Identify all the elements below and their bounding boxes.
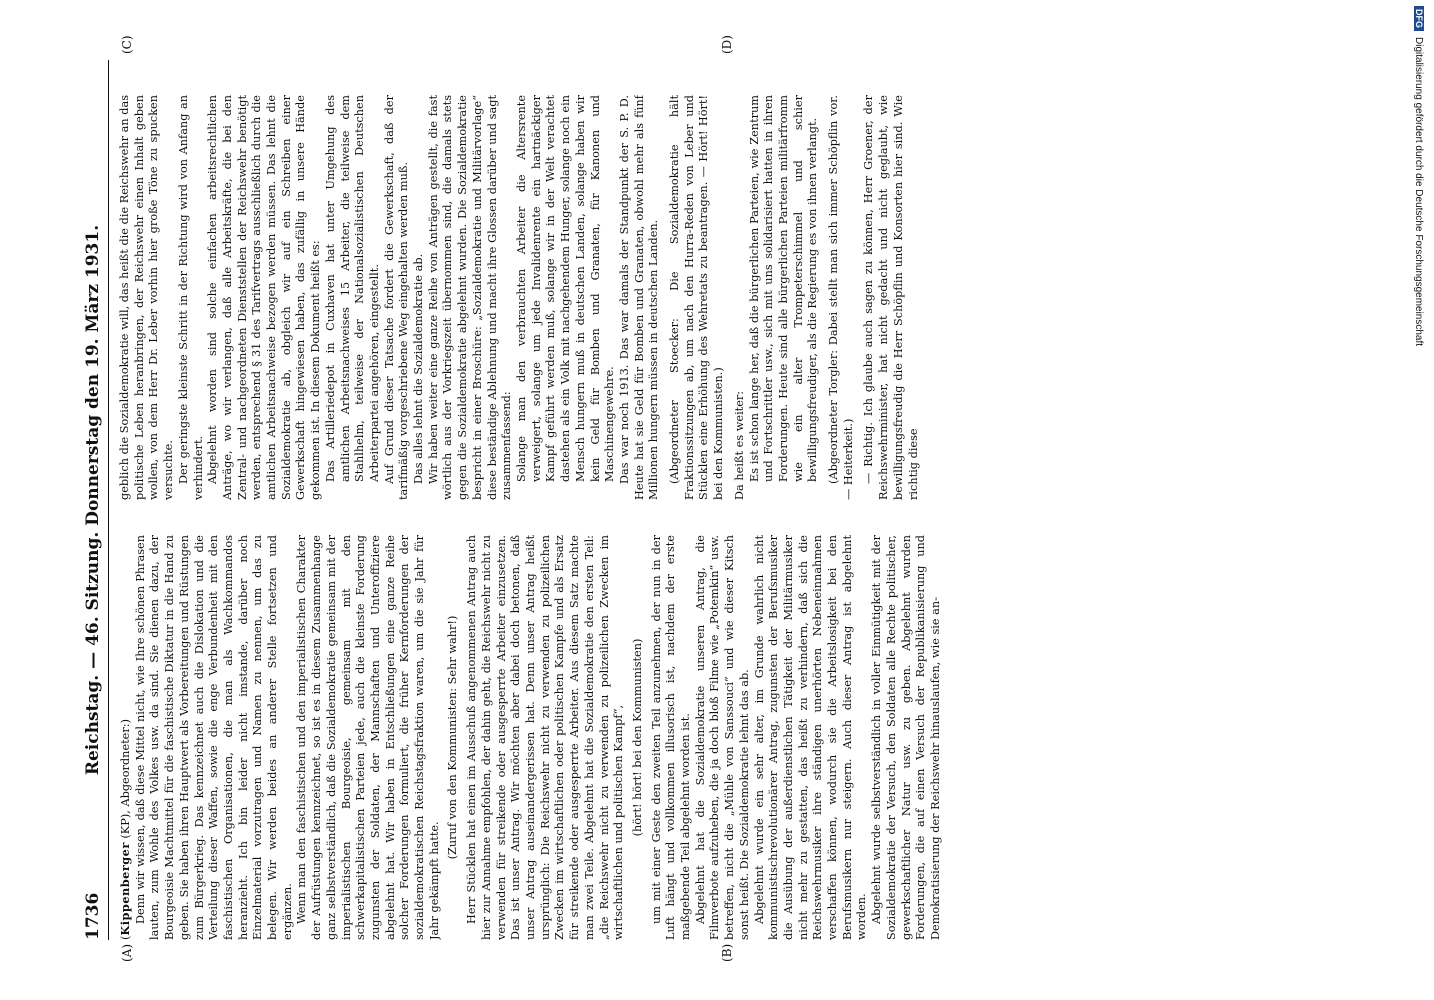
margin-marker-a: (A) bbox=[120, 943, 134, 962]
paragraph: Abgelehnt worden sind solche einfachen arbeitsrechtlichen Anträge, wo wir verlangen, daß alle Arbeitskräfte, die bei den Zentral- und nachgeordneten Dienststellen der Reichswehr benötigt werden, entsprechend § 31 des Tarifvertrags ausschließlich durch die amtlichen Arbeitsnachweise bezogen werden müssen. Das lehnt die Sozialdemokratie ab, obgleich wir auf ein Schreiben einer Gewerkschaft hingewiesen haben, das zufällig in unsere Hände gekommen ist. In diesem Dokument heißt es: bbox=[206, 95, 323, 500]
paragraph: Das war noch 1913. Das war damals der Standpunkt der S. P. D. Heute hat sie Geld für Bomben und Granaten, obwohl mehr als fünf Millionen hungern müssen in deutschen Landen. bbox=[617, 95, 661, 500]
interjection: (Zuruf von den Kommunisten: Sehr wahr!) bbox=[446, 615, 460, 860]
paragraph: Wir haben weiter eine ganze Reihe von Anträgen gestellt, die fast wörtlich aus der Vorkriegszeit übernommen sind, die damals stets gegen die Sozialdemokratie abgelehnt wurden. Die Sozialdemokratie bespricht in einer Broschüre: „Sozialdemokratie und Militärvorlage“ diese beständige Ablehnung und macht ihre Glossen darüber und sagt zusammenfassend: bbox=[426, 95, 514, 500]
dfg-credit bbox=[1413, 6, 1424, 346]
margin-marker-b: (B) bbox=[720, 943, 734, 962]
quoted-passage: Es ist schon lange her, daß die bürgerlichen Parteien, wie Zentrum und Fortschrittler usw., sich mit uns solidarisiert hatten in ihren Forderungen. Heute sind alle bürgerlichen Parteien militärfromm wie ein alter Trompeterschimmel und schier bewilligungsfreudiger, als die Regierung es von ihnen verlangt. bbox=[747, 95, 820, 482]
paragraph: um mit einer Geste den zweiten Teil anzunehmen, der nun in der Luft hängt und vollkommen illusorisch ist, nachdem der erste maßgebende Teil abgelehnt worden ist. bbox=[649, 535, 693, 940]
quoted-passage: Solange man den verbrauchten Arbeiter die Altersrente verweigert, solange um jede Invalidenrente ein hartnäckiger Kampf geführt werden muß, solange wir in der Welt verachtet dastehen als ein Volk mit nachgehendem Hunger, solange noch ein Mensch hungern muß in deutschen Landen, solange haben wir kein Geld für Bomben und Granaten, für Kanonen und Maschinengewehre. bbox=[514, 95, 617, 482]
quoted-passage: Das Artilleriedepot in Cuxhaven hat unter Umgehung des amtlichen Arbeitsnachweises 15 Arbeiter, die teilweise dem Stahlhelm, teilweise der Nationalsozialistischen Deutschen Arbeiterpartei angehören, eingestellt. bbox=[323, 95, 381, 482]
interjection: (hört! hört! bei den Kommunisten) bbox=[630, 638, 644, 837]
speaker-line: (Kippenberger (KP), Abgeordneter:) bbox=[118, 719, 132, 940]
paragraph: Der geringste kleinste Schritt in der Richtung wird von Anfang an verhindert. bbox=[176, 95, 205, 500]
credit-text: Digitalisierung gefördert durch die Deutsche Forschungsgemeinschaft bbox=[1413, 37, 1424, 347]
session-title: Reichstag. — 46. Sitzung. Donnerstag den 19. März 1931. bbox=[83, 224, 103, 776]
page-header bbox=[80, 60, 109, 940]
speaker-name: Kippenberger bbox=[118, 842, 132, 936]
paragraph: — Richtig. Ich glaube auch sagen zu können, Herr Groener, der Reichswehrminister, hat nicht gedacht und nicht geglaubt, wie bewilligungsfreudig die Herr Schöpflin und Konsorten hier sind. Wie richtig diese bbox=[862, 95, 920, 500]
margin-marker-c: (C) bbox=[120, 35, 134, 54]
paragraph: Herr Stücklen hat einen im Ausschuß angenommenen Antrag auch hier zur Annahme empfohlen, der dahin geht, die Reichswehr nicht zu verwenden für streikende oder ausgesperrte Arbeiter einzusetzen. Das ist unser Antrag. Wir möchten aber dabei doch betonen, daß unser Antrag auseinandergerissen hat. Denn unser Antrag heißt ursprünglich: Die Reichswehr nicht zu verwenden zu polizeilichen Zwecken im wirtschaftlichen oder politischen Kampfe und als Ersatz für streikende oder ausgesperrte Arbeiter. Aus diesem Satz machte man zwei Teile. Abgelehnt hat die Sozialdemokratie den ersten Teil: „die Reichswehr nicht zu verwenden zu polizeilichen Zwecken im wirtschaftlichen und politischen Kampf“, bbox=[465, 535, 626, 940]
right-column bbox=[118, 95, 1318, 500]
paragraph: Abgelehnt hat die Sozialdemokratie unseren Antrag, die Filmverbote aufzuheben, die ja doch bloß Filme wie „Potemkin“ usw. betreffen, nicht die „Mühle von Sanssouci“ und wie dieser Kitsch sonst heißt. Die Sozialdemokratie lehnt das ab. bbox=[693, 535, 751, 940]
paragraph: Abgelehnt wurde ein sehr alter, im Grunde wahrlich nicht kommunistischrevolutionärer Antrag, zugunsten der Berufsmusiker die Ausübung der außerdienstlichen Tätigkeit der Militärmusiker nicht mehr zu gestatten, das heißt zu verhindern, daß sich die Reichswehrmusiker ihre ständigen unerhörten Nebeneinnahmen verschaffen können, wodurch sie die Arbeitslosigkeit bei den Berufsmusikern nur steigern. Auch dieser Antrag ist abgelehnt worden. bbox=[752, 535, 869, 940]
page-number: 1736 bbox=[83, 892, 103, 940]
paragraph: geblich die Sozialdemokratie will, das heißt die die Reichswehr an das politische Leben heranbringen, der Reichswehr einen Inhalt geben wollen, von dem Herr Dr. Leber vorhin hier große Töne zu spucken versuchte. bbox=[118, 95, 176, 500]
paragraph: Da heißt es weiter: bbox=[732, 390, 746, 500]
paragraph: Wenn man den faschistischen und den imperialistischen Charakter der Aufrüstungen kennzeichnet, so ist es in diesem Zusammenhange ganz selbstverständlich, daß die Sozialdemokratie gemeinsam mit der imperialistischen Bourgeoisie, gemeinsam mit den schwerkapitalistischen Parteien jede, auch die kleinste Forderung zugunsten der Soldaten, der Mannschaften und Unteroffiziere abgelehnt hat. Wir haben in Entschließungen eine ganze Reihe solcher Forderungen formuliert, die früher Kernforderungen der sozialdemokratischen Reichstagsfraktion waren, um die sie Jahr für Jahr gekämpft hatte. bbox=[295, 535, 441, 940]
paragraph: Abgelehnt wurde selbstverständlich in voller Einmütigkeit mit der Sozialdemokratie der Versuch, den Soldaten alle Rechte politischer, gewerkschaftlicher Natur usw. zu geben. Abgelehnt wurden Forderungen, die auf einen Versuch der Republikanisierung und Demokratisierung der Reichswehr hinauslaufen, wie sie an- bbox=[870, 535, 942, 940]
left-column bbox=[118, 535, 1318, 940]
paragraph: Das alles lehnt die Sozialdemokratie ab. bbox=[412, 253, 426, 484]
margin-marker-d: (D) bbox=[720, 35, 734, 54]
document-page bbox=[80, 35, 1330, 962]
interjection: (Abgeordneter Stoecker: Die Sozialdemokratie hält Fraktionssitzungen ab, um nach den Hurra-Reden von Leber und Stücklen eine Erhöhung des Wehretats zu beantragen. — Hört! Hört! bei den Kommunisten.) bbox=[668, 95, 726, 500]
paragraph: Denn wir wissen, daß diese Mittel nicht, wie Ihre schönen Phrasen lauten, zum Wohle des Volkes usw. da sind. Sie dienen dazu, der Bourgeoisie Machtmittel für die faschistische Diktatur in die Hand zu geben. Sie haben ihren Hauptwert als Vorbereitungen und Rüstungen zum Bürgerkrieg. Das kennzeichnet auch die Dislokation und die Verteilung dieser Waffen, sowie die enge Verbundenheit mit den faschistischen Organisationen, die man als Wachkommandos heranzieht. Ich bin leider nicht imstande, darüber noch Einzelmaterial vorzutragen und Namen zu nennen, um das zu belegen. Wir werden beides an anderer Stelle fortsetzen und ergänzen. bbox=[133, 535, 294, 940]
paragraph: Auf Grund dieser Tatsache fordert die Gewerkschaft, daß der tarifmäßig vorgeschriebene Weg eingehalten werden muß. bbox=[382, 95, 411, 500]
dfg-logo: DFG bbox=[1414, 6, 1424, 31]
speaker-affiliation: (KP), Abgeordneter:) bbox=[119, 719, 132, 843]
interjection: (Abgeordneter Torgler: Dabei stellt man sich immer Schöpflin vor. — Heiterkeit.) bbox=[827, 95, 855, 500]
